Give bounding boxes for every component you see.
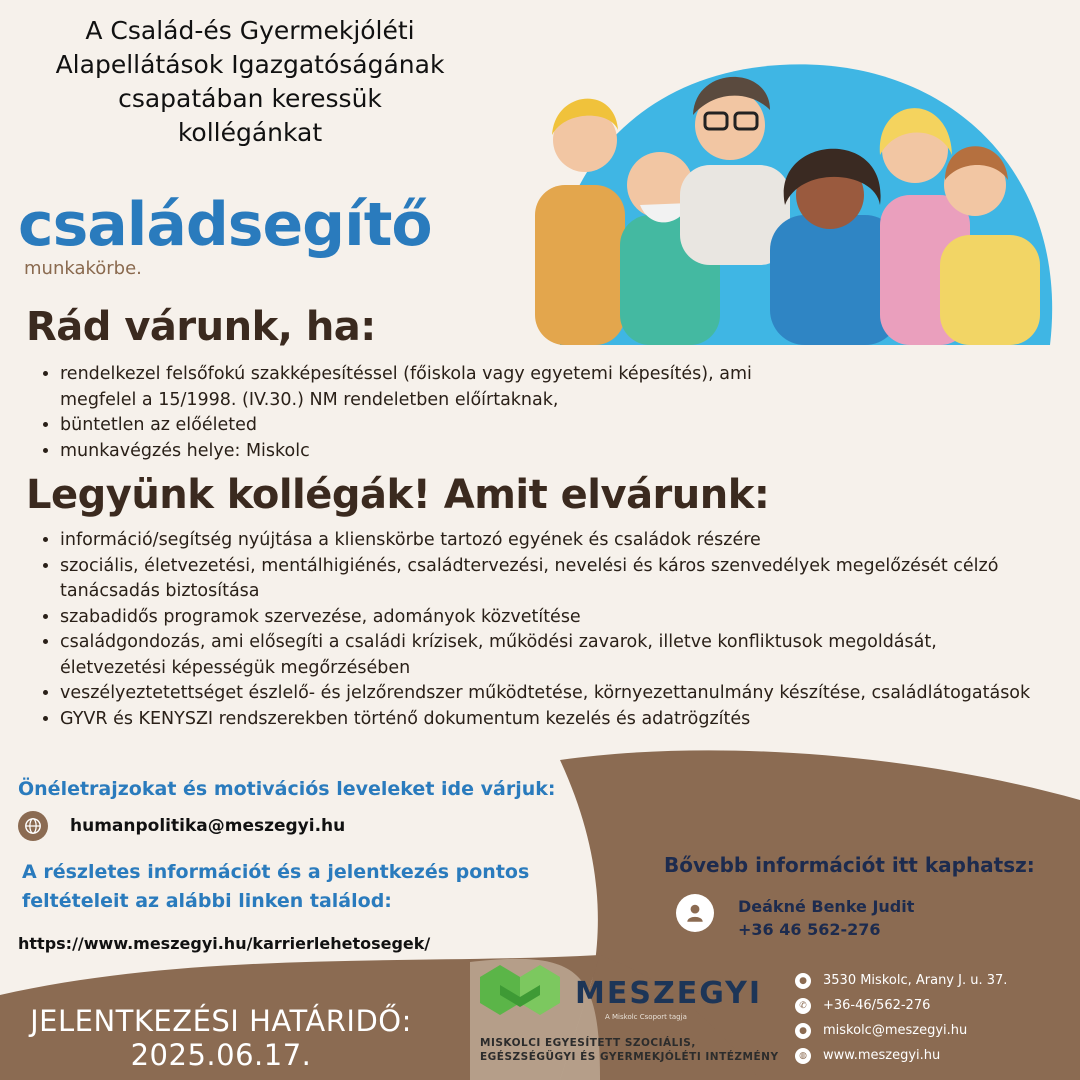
institution-line: EGÉSZSÉGÜGYI ÉS GYERMEKJÓLÉTI INTÉZMÉNY [480,1051,779,1063]
list-item: • családgondozás, ami elősegíti a családi krízisek, működési zavarok, illetve konfliktusok megoldását, életvezetési képességük megőrzésében [60,630,1036,681]
requirements-list [26,362,766,464]
apply-title: Önéletrajzokat és motivációs leveleket ide várjuk: [18,778,556,800]
career-link[interactable]: https://www.meszegyi.hu/karrierlehetosegek/ [18,934,431,953]
duties-list-container [26,528,1036,732]
globe-icon: ◍ [795,1048,811,1064]
list-item: • GYVR és KENYSZI rendszerekben történő dokumentum kezelés és adatrögzítés [60,707,1036,733]
institution-name [480,1036,779,1064]
contact-block [738,895,914,941]
contact-name: Deákné Benke Judit [738,897,915,916]
globe-icon [18,811,48,841]
duties-list [26,528,1036,732]
intro-line: Alapellátások Igazgatóságának [55,50,445,79]
list-item: • szociális, életvezetési, mentálhigiénés, családtervezési, nevelési és káros szenvedélyek megelőzését célzó tanácsadás biztosítása [60,554,1036,605]
requirements-list-container [26,362,766,464]
person-figure [940,146,1040,345]
list-item: • büntetlen az előéleted [60,413,766,439]
email-row [795,1018,1007,1043]
org-phone[interactable]: +36-46/562-276 [823,998,931,1013]
deadline-date: 2025.06.17. [130,1038,312,1072]
list-item: • információ/segítség nyújtása a klienskörbe tartozó egyének és családok részére [60,528,1036,554]
team-illustration [530,55,1070,345]
deadline-block [16,1004,426,1072]
org-address: 3530 Miskolc, Arany J. u. 37. [823,973,1008,988]
org-web[interactable]: www.meszegyi.hu [823,1048,941,1063]
intro-text [10,14,490,150]
list-item: • szabadidős programok szervezése, adományok közvetítése [60,605,1036,631]
list-item: • veszélyeztetettséget észlelő- és jelzőrendszer működtetése, környezettanulmány készítése, családlátogatások [60,681,1036,707]
person-icon: ● [795,1023,811,1039]
location-pin-icon: ● [795,973,811,989]
list-item: • rendelkezel felsőfokú szakképesítéssel (főiskola vagy egyetemi képesítés), ami megfelel a 15/1998. (IV.30.) NM rendeletben előírtaknak, [60,362,766,413]
email-row [18,810,345,842]
person-icon [676,894,714,932]
org-email[interactable]: miskolc@meszegyi.hu [823,1023,968,1038]
brand-name: MESZEGYI [575,976,763,1011]
contact-phone[interactable]: +36 46 562-276 [738,920,881,939]
contact-title: Bővebb információt itt kaphatsz: [664,853,1035,877]
deadline-label: JELENTKEZÉSI HATÁRIDŐ: [30,1004,412,1038]
intro-line: csapatában keressük [118,84,382,113]
position-title: családsegítő [18,190,432,260]
org-contact-list [795,968,1007,1068]
intro-line: kollégánkat [177,118,323,147]
position-suffix: munkakörbe. [24,258,142,279]
list-item: • munkavégzés helye: Miskolc [60,439,766,465]
intro-line: A Család-és Gyermekjóléti [85,16,415,45]
phone-row [795,993,1007,1018]
duties-heading: Legyünk kollégák! Amit elvárunk: [26,472,770,518]
requirements-heading: Rád várunk, ha: [26,304,376,350]
institution-line: MISKOLCI EGYESÍTETT SZOCIÁLIS, [480,1037,696,1049]
meszegyi-logo-icon [480,965,560,1015]
info-title: A részletes információt és a jelentkezés pontos feltételeit az alábbi linken találod: [22,861,530,912]
brand-tagline: A Miskolc Csoport tagja [605,1013,687,1021]
person-figure [535,99,625,345]
email-link[interactable]: humanpolitika@meszegyi.hu [70,816,346,836]
phone-icon: ✆ [795,998,811,1014]
address-row [795,968,1007,993]
web-row [795,1043,1007,1068]
